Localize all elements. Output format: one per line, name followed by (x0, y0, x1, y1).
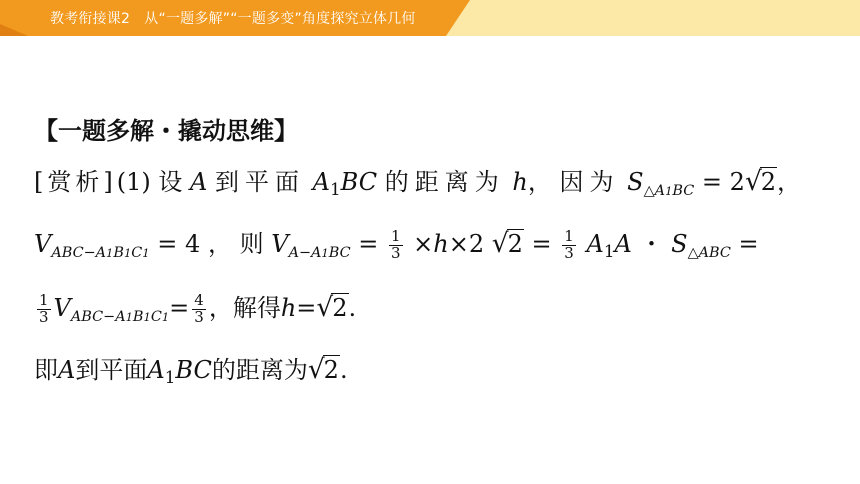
coef-2: 2 (729, 168, 745, 196)
times-2: × (448, 230, 469, 258)
equals-7: = (296, 294, 317, 322)
comma-2: ， (777, 168, 802, 196)
fraction-one-third-2: $\frac{1}{3}$ (564, 227, 574, 262)
fraction-four-thirds: $\frac{4}{3}$ (194, 291, 204, 326)
text-because: 因为 (559, 168, 620, 196)
volume-abc-a1b1c1-2: $V_{ABC-A1B1C1}$ (53, 294, 170, 326)
sqrt-2: √2 (744, 166, 777, 197)
point-a-2: A (58, 356, 76, 384)
header-title: 教考衔接课2 从“一题多解”“一题多变”角度探究立体几何 (50, 11, 416, 27)
dot-op: ・ (639, 230, 664, 258)
equals-5: = (738, 230, 759, 258)
plane-a1bc-2: $A_1BC$ (147, 356, 212, 388)
equals-3: = (358, 230, 379, 258)
part-number: (1) (116, 168, 151, 196)
text-then: 则 (239, 230, 264, 258)
solution-line-4 (34, 350, 348, 387)
text-to-plane: 到平面 (215, 168, 305, 196)
fraction-one-third-1: $\frac{1}{3}$ (390, 227, 401, 262)
volume-abc-a1b1c1: $V_{ABC-A1B1C1}$ (34, 230, 150, 262)
comma-3: ， (207, 230, 232, 258)
equals-6: = (169, 294, 190, 322)
text-set: 设 (158, 168, 183, 196)
solution-line-3 (34, 288, 356, 326)
solution-line-2 (34, 224, 759, 262)
volume-a-a1bc: $V_{A-A1BC}$ (271, 230, 351, 262)
solution-line-1 (34, 162, 801, 199)
section-heading: 【一题多解・撬动思维】 (34, 117, 298, 145)
text-to-plane-2: 到平面 (75, 356, 148, 384)
coef-2b: 2 (468, 230, 485, 258)
period-1: . (348, 294, 357, 322)
area-s-tri-a1bc: $S_{\triangle A1BC}$ (627, 168, 695, 200)
text-distance-is: 的距离为 (384, 168, 505, 196)
sqrt-2b: √2 (491, 228, 523, 259)
sqrt-2d: √2 (307, 354, 339, 385)
point-a: A (190, 168, 208, 196)
text-distance-is-2: 的距离为 (211, 356, 308, 384)
var-h-3: h (280, 294, 297, 322)
equals-2: = (157, 230, 178, 258)
text-therefore: 即 (34, 356, 58, 384)
banner-pale-strip (438, 0, 860, 36)
area-s-tri-abc: $S_{\triangle ABC}$ (671, 230, 731, 262)
var-h-2: h (433, 230, 449, 258)
fraction-one-third-3: $\frac{1}{3}$ (39, 291, 49, 326)
sqrt-2c: √2 (316, 292, 348, 323)
text-solve: ，解得 (208, 294, 281, 322)
segment-a1a: $A_1A$ (586, 230, 632, 262)
times-1: × (413, 230, 434, 258)
analysis-tag: [赏析] (34, 168, 117, 196)
value-4: 4 (185, 230, 201, 258)
plane-a1bc: $A_1BC$ (312, 168, 378, 200)
equals-4: = (531, 230, 552, 258)
comma-1: ， (527, 168, 552, 196)
equals-1: = (701, 168, 723, 196)
period-2: . (339, 356, 348, 384)
var-h: h (512, 168, 528, 196)
